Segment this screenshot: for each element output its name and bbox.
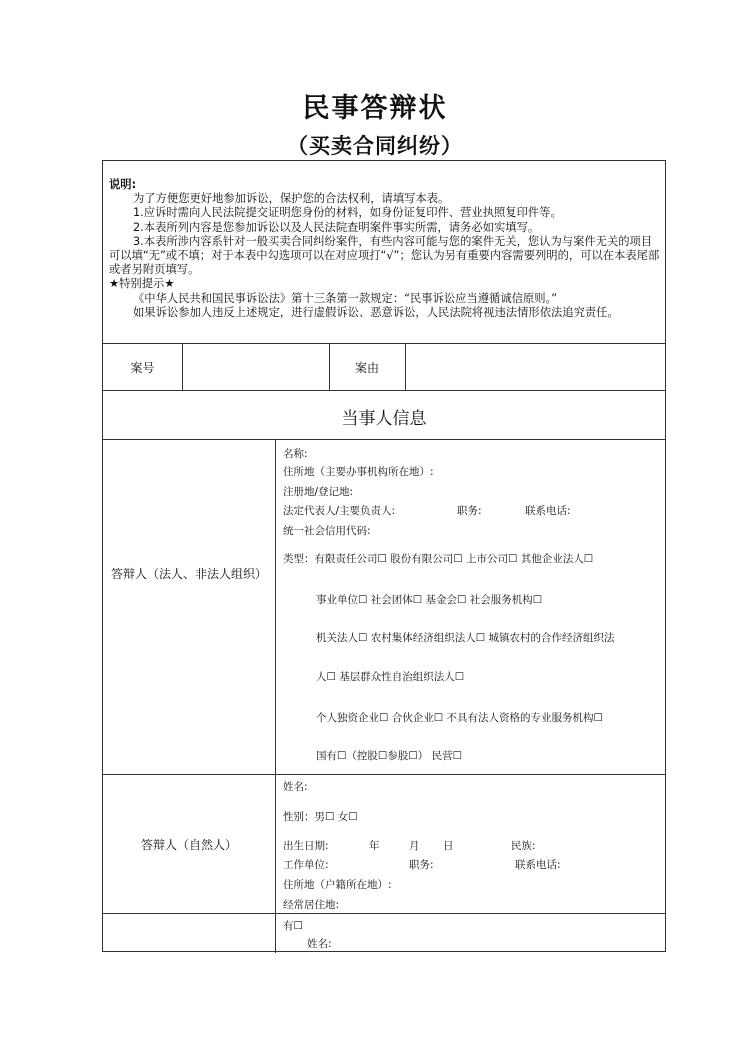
row-divider bbox=[103, 913, 665, 914]
org-respondent-label: 答辩人（法人、非法人组织） bbox=[110, 567, 267, 581]
notes-item-3: 3.本表所涉内容系针对一般买卖合同纠纷案件，有些内容可能与您的案件无关，您认为与案件无关的项目可以填“无”或不填；对于本表中勾选项可以在对应项打“√”；您认为另有重要内容需要列明的，可以在本表尾部或者另附页填写。 bbox=[109, 234, 660, 277]
col-divider bbox=[275, 439, 276, 953]
person-birth-day: 日 bbox=[443, 840, 454, 852]
row-divider bbox=[103, 343, 665, 344]
org-position-field: 职务: bbox=[457, 505, 482, 517]
row-divider bbox=[103, 390, 665, 391]
org-type-line-5: 个人独资企业☐ 合伙企业☐ 不具有法人资格的专业服务机构☐ bbox=[316, 712, 603, 724]
special-note-1: 《中华人民共和国民事诉讼法》第十三条第一款规定：“民事诉讼应当遵循诚信原则。” bbox=[133, 291, 558, 305]
row-divider bbox=[103, 439, 665, 440]
col-divider bbox=[182, 343, 183, 390]
org-name-field: 名称: bbox=[283, 448, 308, 460]
document-title: 民事答辩状 bbox=[302, 93, 448, 124]
org-type-line-3: 机关法人☐ 农村集体经济组织法人☐ 城镇农村的合作经济组织法 bbox=[316, 632, 615, 644]
org-type-line-1: 类型：有限责任公司☐ 股份有限公司☐ 上市公司☐ 其他企业法人☐ bbox=[283, 553, 594, 565]
person-address-field: 住所地（户籍所在地）: bbox=[283, 879, 392, 891]
org-type-line-4: 人☐ 基层群众性自治组织法人☐ bbox=[316, 671, 465, 683]
person-birth-month: 月 bbox=[409, 840, 420, 852]
special-note-2: 如果诉讼参加人违反上述规定，进行虚假诉讼、恶意诉讼，人民法院将视违法情形依法追究责任。 bbox=[133, 305, 619, 319]
person-gender-field: 性别：男☐ 女☐ bbox=[283, 811, 358, 823]
org-phone-field: 联系电话: bbox=[525, 505, 571, 517]
org-legal-rep-field: 法定代表人/主要负责人: bbox=[283, 505, 396, 517]
person-respondent-label: 答辩人（自然人） bbox=[140, 838, 237, 852]
notes-heading: 说明: bbox=[109, 178, 137, 191]
person-birth-year: 年 bbox=[369, 840, 380, 852]
org-type-line-6: 国有☐（控股☐参股☐） 民营☐ bbox=[316, 750, 462, 762]
person-residence-field: 经常居住地: bbox=[283, 899, 340, 911]
row-divider bbox=[103, 774, 665, 775]
notes-intro: 为了方便您更好地参加诉讼，保护您的合法权利，请填写本表。 bbox=[133, 192, 450, 206]
notes-item-1: 1.应诉时需向人民法院提交证明您身份的材料，如身份证复印件、营业执照复印件等。 bbox=[133, 206, 562, 220]
col-divider bbox=[405, 343, 406, 390]
document-subtitle: （买卖合同纠纷） bbox=[287, 134, 463, 158]
person-name-field: 姓名: bbox=[283, 781, 308, 793]
org-credit-code-field: 统一社会信用代码: bbox=[283, 525, 371, 537]
person-ethnicity-field: 民族: bbox=[511, 840, 536, 852]
section-title: 当事人信息 bbox=[341, 409, 427, 429]
person-position-field: 职务: bbox=[409, 859, 434, 871]
person-phone-field: 联系电话: bbox=[515, 859, 561, 871]
instructions bbox=[109, 178, 661, 320]
org-type-line-2: 事业单位☐ 社会团体☐ 基金会☐ 社会服务机构☐ bbox=[316, 594, 543, 606]
form-table bbox=[102, 160, 666, 952]
person-birth-field: 出生日期: bbox=[283, 840, 329, 852]
special-heading: ★特别提示★ bbox=[109, 277, 175, 291]
org-address-field: 住所地（主要办事机构所在地）: bbox=[283, 466, 434, 478]
case-number-label: 案号 bbox=[130, 361, 155, 375]
person-work-unit-field: 工作单位: bbox=[283, 859, 329, 871]
org-reg-address-field: 注册地/登记地: bbox=[283, 486, 354, 498]
case-cause-label: 案由 bbox=[354, 361, 379, 375]
agent-name-field: 姓名: bbox=[307, 938, 332, 950]
notes-item-2: 2.本表所列内容是您参加诉讼以及人民法院查明案件事实所需，请务必如实填写。 bbox=[133, 220, 540, 234]
agent-has-checkbox[interactable]: 有☐ bbox=[283, 920, 303, 932]
